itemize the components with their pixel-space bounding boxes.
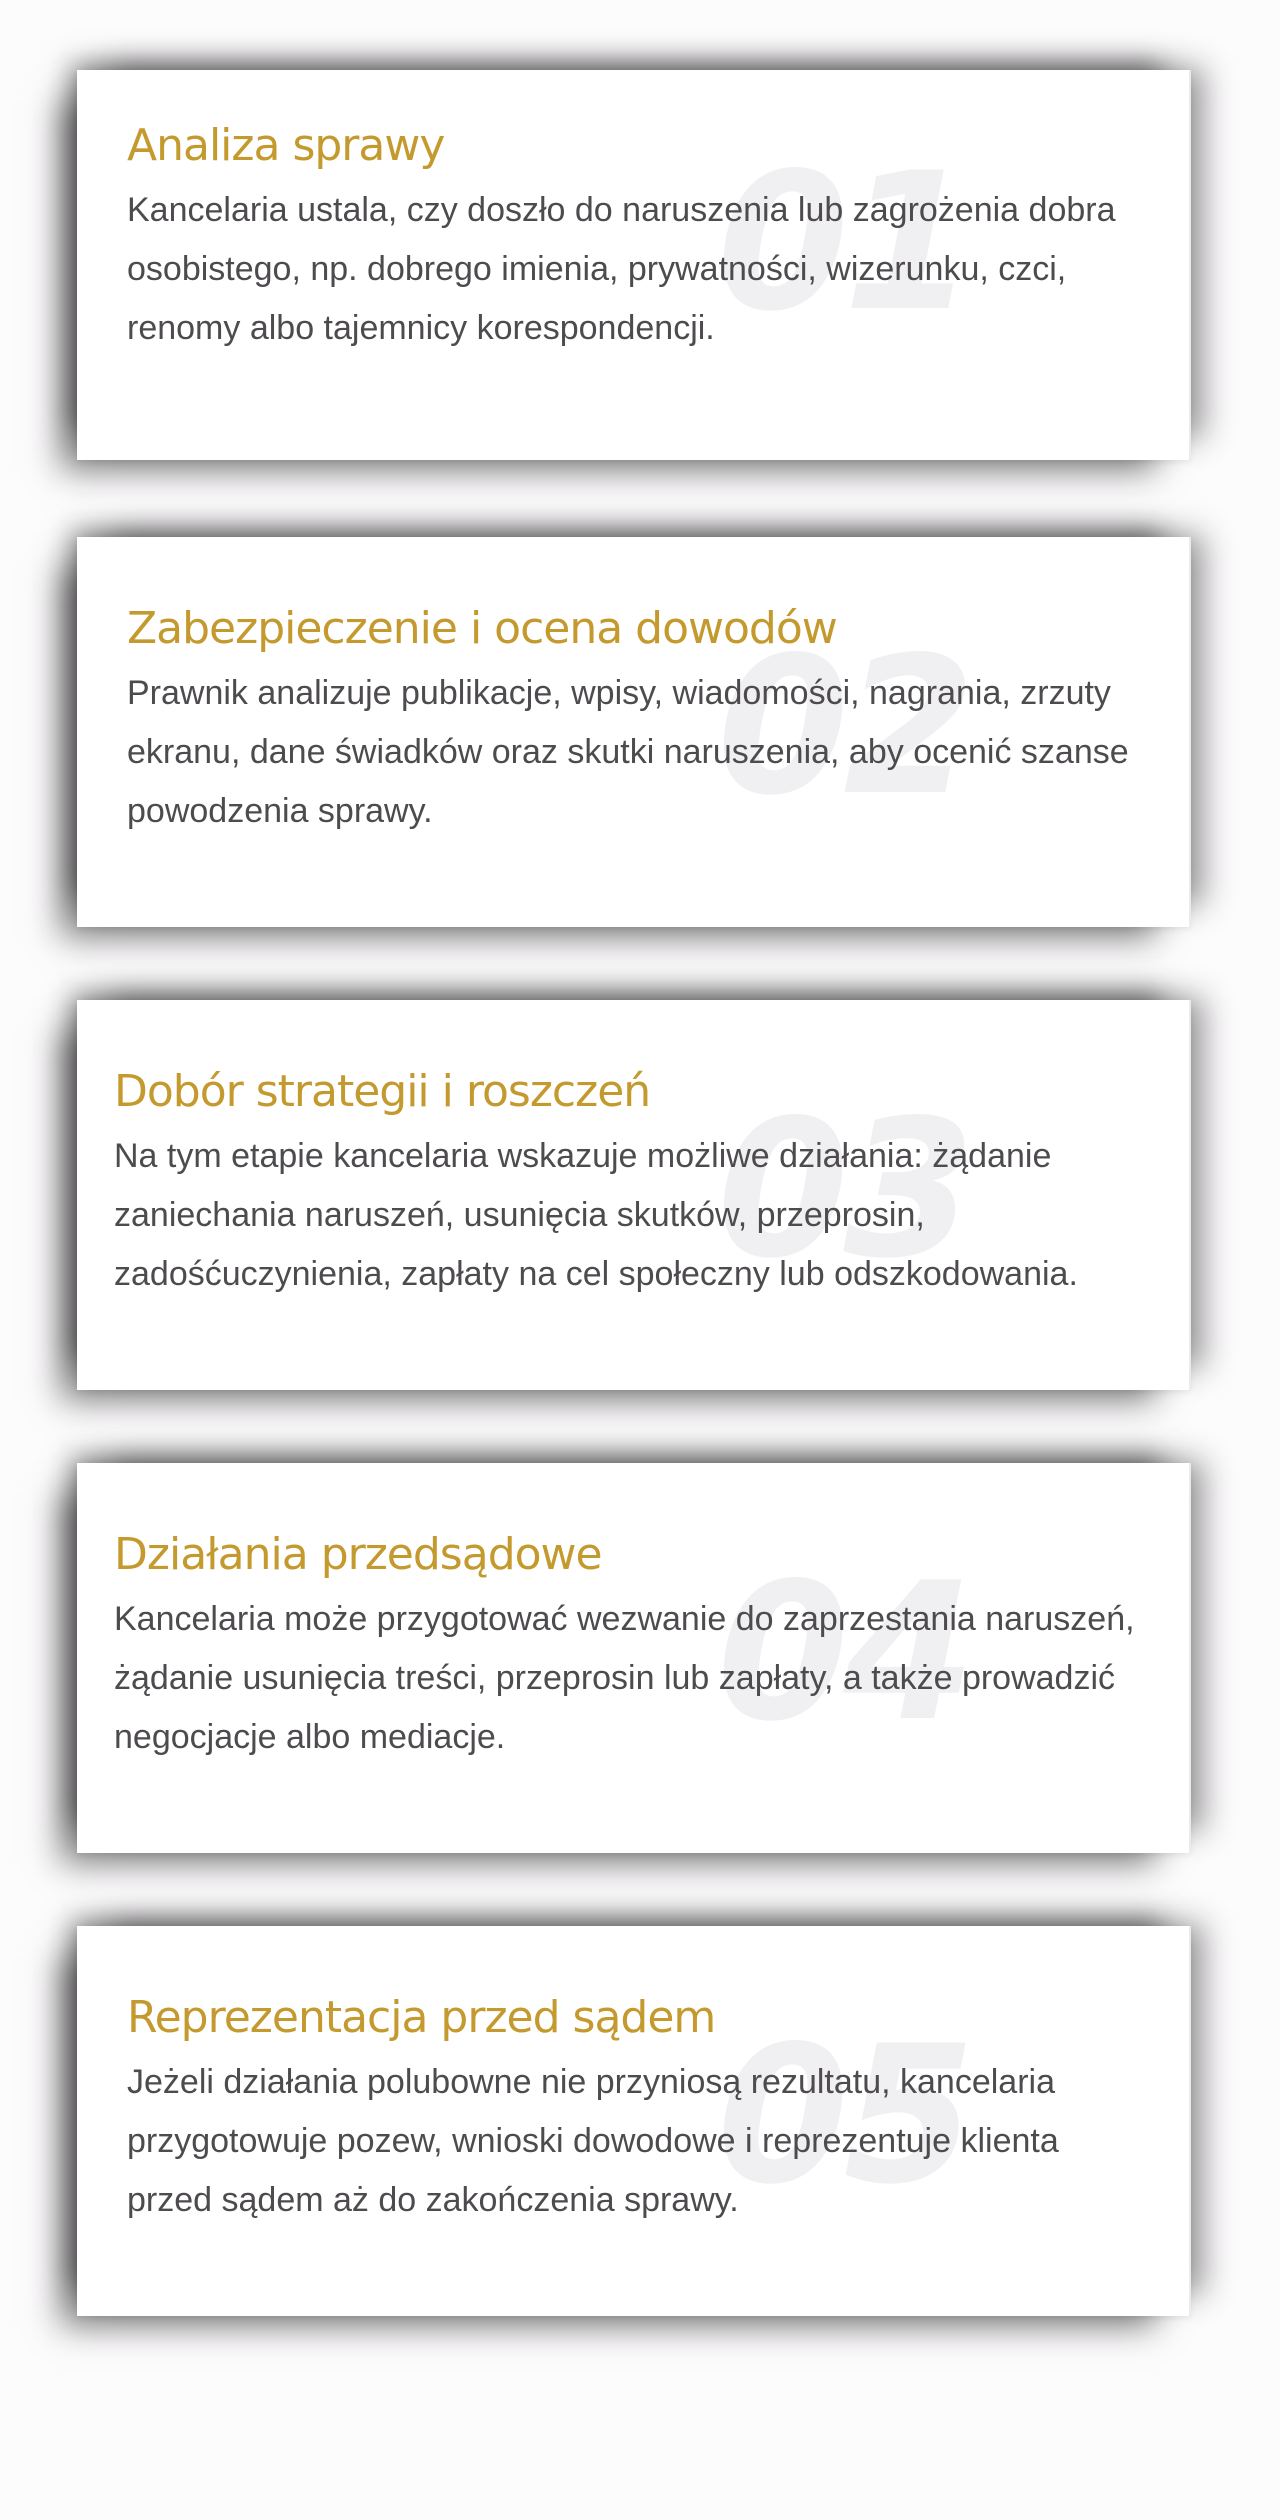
step-title: Reprezentacja przed sądem — [127, 1992, 716, 2043]
step-number-watermark: 04 — [717, 1542, 970, 1763]
step-title: Analiza sprawy — [127, 120, 445, 171]
step-description: Kancelaria ustala, czy doszło do naruszenia lub zagrożenia dobra osobistego, np. dobrego imienia, prywatności, wizerunku, czci, renomy albo tajemnicy korespondencji. — [127, 190, 1116, 347]
step-card-3 — [77, 1000, 1191, 1390]
step-title: Zabezpieczenie i ocena dowodów — [127, 603, 837, 654]
step-number-watermark: 05 — [717, 2005, 970, 2226]
step-number-watermark: 02 — [717, 616, 970, 837]
step-card-2 — [77, 537, 1191, 927]
step-title: Działania przedsądowe — [114, 1529, 602, 1580]
step-number-watermark: 01 — [717, 132, 970, 353]
step-description: Prawnik analizuje publikacje, wpisy, wiadomości, nagrania, zrzuty ekranu, dane świadków oraz skutki naruszenia, aby ocenić szanse powodzenia sprawy. — [127, 673, 1129, 830]
step-card-4 — [77, 1463, 1191, 1853]
step-description: Kancelaria może przygotować wezwanie do zaprzestania naruszeń, żądanie usunięcia treści, przeprosin lub zapłaty, a także prowadzić negocjacje albo mediacje. — [114, 1599, 1135, 1756]
step-title: Dobór strategii i roszczeń — [114, 1066, 651, 1117]
step-description: Jeżeli działania polubowne nie przyniosą rezultatu, kancelaria przygotowuje pozew, wnioski dowodowe i reprezentuje klienta przed sądem aż do zakończenia sprawy. — [127, 2062, 1059, 2219]
step-number-watermark: 03 — [717, 1079, 970, 1300]
step-card-1 — [77, 70, 1191, 460]
step-card-5 — [77, 1926, 1191, 2316]
step-description: Na tym etapie kancelaria wskazuje możliwe działania: żądanie zaniechania naruszeń, usunięcia skutków, przeprosin, zadośćuczynienia, zapłaty na cel społeczny lub odszkodowania. — [114, 1136, 1078, 1293]
